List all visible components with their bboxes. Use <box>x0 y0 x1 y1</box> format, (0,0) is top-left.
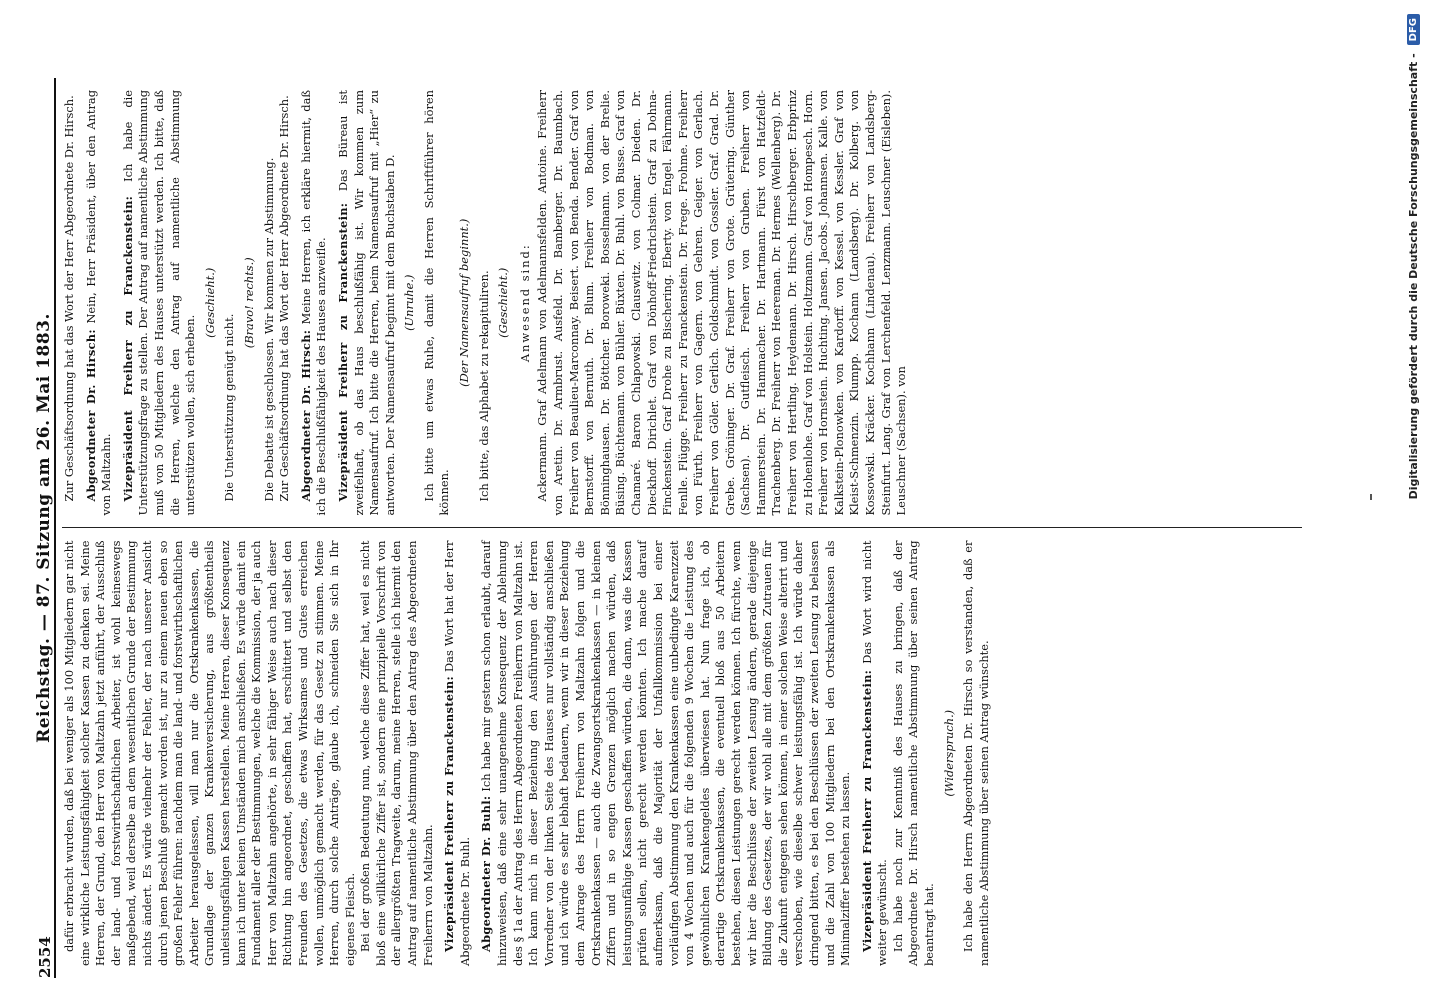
speech-text: Ich habe mir gestern schon erlaubt, darauf hinzuweisen, daß eine sehr unangenehme Konsequenz der Ablehnung des § 1a der Antrag des Herrn Abgeordneten Freiherrn von Maltzahn ist. Ich kann mich in dieser Beziehung den Ausführungen der Herren Vorredner von der linken Seite des Hauses nur vollständig anschließen und ich würde es sehr lebhaft bedauern, wenn wir in dieser Beziehung dem Antrage des Herrn Freiherrn von Maltzahn folgen und die Ortskrankenkassen — auch die Zwangsortskrankenkassen — in kleinen Ziffern und in so engen Grenzen möglich machen würden, daß leistungsunfähige Kassen geschaffen würden, die dann, was die Kassen prüfen sollen, nicht gerecht werden könnten. Ich mache darauf aufmerksam, daß die Majorität der Unfallkommission bei einer vorläufigen Abstimmung den Krankenkassen eine unbedingte Karenzzeit von 4 Wochen und auch für die folgenden 9 Wochen die Leistung des gewöhnlichen Krankengeldes überwiesen hat. Nun frage ich, ob derartige Ortskrankenkassen, die eventuell bloß aus 50 Arbeitern bestehen, diesen Leistungen gerecht werden können. Ich fürchte, wenn wir hier die Beschlüsse der zweiten Lesung ändern, gerade diejenige Bildung des Gesetzes, der wir wohl alle mit dem größten Zutrauen für die Zukunft entgegen sehen können, in einer solchen Weise alterirt und verschoben, wie dieselbe schwer leistungsfähig ist. Ich würde daher dringend bitten, es bei den Beschlüssen der zweiten Lesung zu belassen und die Zahl von 100 Mitgliedern bei den Ortskrankenkassen als Minimalziffer bestehen zu lassen. <box>479 540 853 966</box>
speech-paragraph <box>121 90 199 516</box>
speech-text: Meine Herren, ich erkläre hiermit, daß ich die Beschlußfähigkeit des Hauses anzweifle. <box>298 90 329 516</box>
speech-paragraph <box>336 90 398 516</box>
digitization-credit <box>1402 0 1424 1000</box>
paragraph: Zur Geschäftsordnung hat das Wort der Herr Abgeordnete Dr. Hirsch. <box>277 95 292 502</box>
speaker-name: Abgeordneter Dr. Hirsch: <box>298 329 313 502</box>
attendance-heading: Anwesend sind: <box>517 243 532 363</box>
speech-paragraph <box>84 90 115 516</box>
interjection: (Unruhe.) <box>402 274 417 331</box>
interjection: (Geschieht.) <box>496 267 511 338</box>
column-divider <box>62 528 1302 529</box>
paragraph: Ich habe den Herrn Abgeordneten Dr. Hirsch so verstanden, daß er namentliche Abstimmung über seinen Antrag wünschte. <box>961 540 991 966</box>
speaker-name: Abgeordneter Dr. Hirsch: <box>83 329 98 502</box>
paragraph: Ich bitte, das Alphabet zu rekapituliren. <box>476 270 491 502</box>
dfg-logo-icon: DFG <box>1407 14 1420 45</box>
left-column <box>62 529 1302 979</box>
paragraph: Bei der großen Bedeutung nun, welche diese Ziffer hat, weil es nicht bloß eine willkürliche Ziffer ist, sondern eine prinzipielle Vorschrift von der allergrößten Tragweite, darum, meine Herren, stelle ich hiermit den Antrag auf namentliche Abstimmung über den Antrag des Abgeordneten Freiherrn von Maltzahn. <box>358 540 435 966</box>
paragraph: Zur Geschäftsordnung hat das Wort der Herr Abgeordnete Dr. Hirsch. <box>62 95 76 502</box>
speech-paragraph <box>479 541 853 967</box>
running-title: Reichstag. — 87. Sitzung am 26. Mai 1883. <box>34 313 54 743</box>
speech-text: Ich habe die Unterstützungsfrage zu stellen. Der Antrag auf namentliche Abstimmung muß von 50 Mitgliedern des Hauses unterstützt werden. Ich bitte, daß die Herren, welche den Antrag auf namentliche Abstimmung unterstützen wollen, sich erheben. <box>120 90 198 516</box>
speaker-name: Vizepräsident Freiherr zu Franckenstein: <box>859 669 874 952</box>
interjection: (Bravo! rechts.) <box>241 257 256 349</box>
speaker-name: Vizepräsident Freiherr zu Franckenstein: <box>120 195 135 502</box>
paragraph: Ich habe noch zur Kenntniß des Hauses zu bringen, daß der Abgeordnete Dr. Hirsch namentliche Abstimmung über seinen Antrag beantragt hat. <box>890 540 937 966</box>
interjection: (Widerspruch.) <box>941 709 956 797</box>
speech-text: Das Büreau ist zweifelhaft, ob das Haus beschlußfähig ist. Wir kommen zum Namensaufruf. Ich bitte die Herren, beim Namensaufruf mit „Hier“ zu antworten. Der Namensaufruf beginnt mit dem Buchstaben D. <box>335 90 397 516</box>
speech-paragraph <box>299 90 330 516</box>
paragraph: Ich bitte um etwas Ruhe, damit die Herren Schriftführer hören können. <box>421 90 452 516</box>
interjection: (Der Namensaufruf beginnt.) <box>457 218 472 387</box>
page-number: 2554 <box>36 936 54 978</box>
interjection: (Geschieht.) <box>202 267 217 338</box>
speech-paragraph <box>442 541 473 967</box>
paragraph: Die Debatte ist geschlossen. Wir kommen zur Abstimmung. <box>261 157 276 502</box>
speaker-name: Vizepräsident Freiherr zu Franckenstein: <box>335 202 350 502</box>
speaker-name: Abgeordneter Dr. Buhl: <box>479 795 494 952</box>
right-column <box>62 78 1302 528</box>
speaker-name: Vizepräsident Freiherr zu Franckenstein: <box>442 675 457 952</box>
credit-text: Digitalisierung gefördert durch die Deutsche Forschungsgemeinschaft - <box>1406 53 1420 500</box>
running-head <box>20 78 56 978</box>
text-columns <box>62 78 1302 978</box>
speech-text: Das Wort wird nicht weiter gewünscht. <box>859 540 890 966</box>
scan-artifact <box>1370 494 1372 500</box>
paragraph: Die Unterstützung genügt nicht. <box>222 313 237 502</box>
attendance-list: Ackermann. Graf Adelmann von Adelmannsfelden. Antoine. Freiherr von Aretin. Dr. Armbrust. Ausfeld. Dr. Bamberger. Dr. Baumbach. Freiherr von Beaulieu-Marconnay. Beisert. von Benda. Bender. Graf von Bernstorff. von Bernuth. Dr. Blum. Freiherr von Bodman. von Bönninghausen. Dr. Böttcher. Boroweki. Bosselmann. von der Brelie. Büsing. Büchtemann. von Bühler. Büxten. Dr. Buhl. von Busse. Graf von Chamaré. Baron Chlapowski. Clauswitz. von Colmar. Dieden. Dr. Dieckhoff. Dirichlet. Graf von Dönhoff-Friedrichstein. Graf zu Dohna-Finckenstein. Graf Drohe zu Bischering. Eberty. von Engel. Fährmann. Fenlle. Flügge. Freiherr zu Franckenstein. Dr. Frege. Frohme. Freiherr von Fürth. Freiherr von Gagern. von Gehren. Geiger. von Gerlach. Freiherr von Göler. Gerlich. Goldschmidt. von Gossler. Graf. Grad. Dr. Grebe. Gröninger. Dr. Graf. Freiherr von Grote. Grütering. Günther (Sachsen). Dr. Gutfleisch. Freiherr von Gruben. Freiherr von Hammerstein. Dr. Hammacher. Dr. Hartmann. Fürst von Hatzfeldt-Trachenberg. Dr. Freiherr von Heereman. Dr. Hermes (Wellenberg). Dr. Freiherr von Hertling. Heydemann. Dr. Hirsch. Hirschberger. Erbprinz zu Hohenlohe. Graf von Holstein. Holtzmann. Graf von Hompesch. Horn. Freiherr von Hornstein. Huchting. Jansen. Jacobs. Johannsen. Kalle. von Kalkstein-Plonowken. von Kardorff. von Kessel. von Kessler. Graf von Kleist-Schmenzin. Klumpp. Kochann (Landsberg). Dr. Kolberg. von Kossowski. Kräcker. Kochhann (Lindenau). Freiherr von Landsberg-Steinfurt. Lang. Graf von Lerchenfeld. Lenzmann. Leuschner (Eisleben). Leuschner (Sachsen). von <box>535 90 909 516</box>
speech-text: Nein, Herr Präsident, über den Antrag von Maltzahn. <box>83 90 114 516</box>
speech-paragraph <box>860 541 891 967</box>
speech-text: Das Wort hat der Herr Abgeordnete Dr. Buhl. <box>442 540 472 966</box>
paragraph: dafür erbracht wurden, daß bei weniger als 100 Mitgliedern gar nicht eine wirkliche Leistungsfähigkeit solcher Kassen zu denken sei. Meine Herren, der Grund, den Herr von Maltzahn jetzt anführt, der Ausschluß der land- und forstwirthschaftlichen Arbeiter, ist wohl keineswegs maßgebend, weil derselbe an dem wesentlichen Grunde der Bestimmung nichts ändert. Es würde vielmehr der Fehler, der nach unserer Ansicht durch jenen Beschluß gemacht worden ist, nur zu einem neuen eben so großen Fehler führen: nachdem man die land- und forstwirthschaftlichen Arbeiter herausgelassen, will man nur die Ortskrankenkassen, die Grundlage der ganzen Krankenversicherung, aus größtentheils unleistungsfähigen Kassen herstellen. Meine Herren, dieser Konsequenz kann ich unter keinen Umständen mich anschließen. Es würde damit ein Fundament aller der Bestimmungen, welche die Kommission, der ja auch Herr von Maltzahn angehörte, in sehr fähiger Weise auch nach dieser Richtung hin angeordnet, geschaffen hat, erschüttert und selbst den Freunden des Gesetzes, die etwas Wirksames und Gutes erreichen wollen, unmöglich gemacht werden, für das Gesetz zu stimmen. Meine Herren, durch solche Anträge, glaube ich, schneiden Sie sich in Ihr eigenes Fleisch. <box>62 540 357 966</box>
